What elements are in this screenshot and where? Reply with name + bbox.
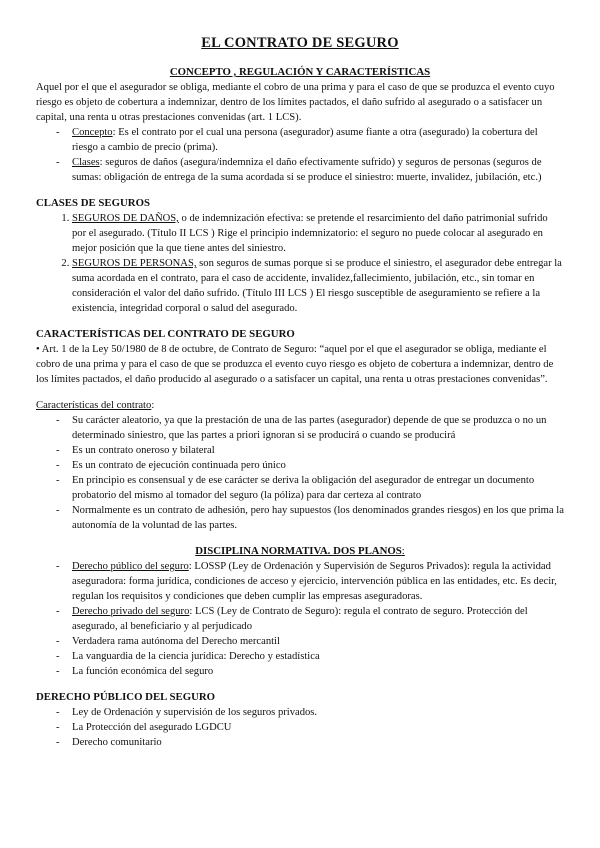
concepto-item-label: Concepto <box>72 127 113 138</box>
list-item: - Derecho comunitario <box>72 735 564 750</box>
document-title: EL CONTRATO DE SEGURO <box>201 35 399 51</box>
list-item: - Normalmente es un contrato de adhesión, pero hay supuestos (los denominados grandes riesgos) en los que prima la autonomía de la voluntad de las partes. <box>72 503 564 533</box>
concepto-item <box>72 125 564 155</box>
list-item: - Su carácter aleatorio, ya que la prestación de una de las partes (asegurador) depende de que se produzca o no un determinado siniestro, que las partes a priori ignoran si se producirá o cuando se producirá <box>72 413 564 443</box>
clases-item-label: SEGUROS DE PERSONAS, <box>72 258 197 269</box>
clases-item-label: SEGUROS DE DAÑOS, <box>72 213 179 224</box>
list-item: - Es un contrato de ejecución continuada pero único <box>72 458 564 473</box>
clases-item-label: Clases <box>72 157 100 168</box>
list-item: - Verdadera rama autónoma del Derecho mercantil <box>72 634 564 649</box>
clases-item-text: son seguros de sumas porque si se produce el siniestro, el asegurador debe entregar la suma acordada en el contrato, para el caso de accidente, invalidez,fallecimiento, jubilación, etc., sin tomar en consideración el valor del daño sufrido. (Título III LCS ) El riesgo susceptible de aseguramiento se refiere a la existencia, integridad corporal o salud del asegurado. <box>72 258 562 314</box>
derecho-publico-list <box>36 705 564 750</box>
caracteristicas-list <box>36 413 564 533</box>
list-item: - Es un contrato oneroso y bilateral <box>72 443 564 458</box>
clases-list-item-personas <box>72 256 564 316</box>
concepto-item-text: : Es el contrato por el cual una persona (asegurador) asume fiante a otra (asegurado) la cobertura del riesgo a cambio de precio (prima). <box>72 127 538 153</box>
clases-item-text: o de indemnización efectiva: se pretende el resarcimiento del daño patrimonial sufrido por el asegurado. (Título II LCS ) Rige el principio indemnizatorio: el seguro no puede colocar al asegurado en mejor posición que la que tiene antes del siniestro. <box>72 213 548 254</box>
clases-list <box>36 211 564 316</box>
list-item: - Derecho público del seguro: LOSSP (Ley de Ordenación y Supervisión de Seguros Privados): regula la actividad aseguradora: forma jurídica, condiciones de acceso y ejercicio, intervención pública en las entidades, etc. Es decir, regulan los requisitos y condiciones que deben cumplir las empresas aseguradoras. <box>72 559 564 604</box>
section-heading-disciplina: DISCIPLINA NORMATIVA. DOS PLANOS: <box>195 545 405 557</box>
caracteristicas-article: • Art. 1 de la Ley 50/1980 de 8 de octubre, de Contrato de Seguro: “aquel por el que el asegurador se obliga, mediante el cobro de una prima y para el caso de que se produzca el evento cuyo riesgo es objeto de cobertura a indemnizar, dentro de los límites pactados, el daño producido al asegurado o a satisfacer un capital, una renta u otras prestaciones convenidas”. <box>36 344 554 385</box>
clases-list-item-danos <box>72 211 564 256</box>
concepto-list <box>36 125 564 185</box>
section-heading-clases: CLASES DE SEGUROS <box>36 197 151 209</box>
list-item: - Derecho privado del seguro: LCS (Ley de Contrato de Seguro): regula el contrato de seguro. Protección del asegurado, al beneficiario y al perjudicado <box>72 604 564 634</box>
section-heading-derecho-publico: DERECHO PÚBLICO DEL SEGURO <box>36 691 216 703</box>
list-item: - La función económica del seguro <box>72 664 564 679</box>
disciplina-list <box>36 559 564 679</box>
clases-item <box>72 155 564 185</box>
document-page <box>36 36 564 750</box>
list-item: - La vanguardia de la ciencia jurídica: Derecho y estadística <box>72 649 564 664</box>
concepto-intro: Aquel por el que el asegurador se obliga, mediante el cobro de una prima y para el caso de que se produzca el evento cuyo riesgo es objeto de cobertura a indemnizar, dentro de los límites pactados, el daño sufrido al asegurado o a satisfacer un capital, una renta u otras prestaciones convenidas (art. 1 LCS). <box>36 82 555 123</box>
list-item: - En principio es consensual y de ese carácter se deriva la obligación del asegurador de entregar un documento probatorio del mismo al tomador del seguro (la póliza) para dar certeza al contrato <box>72 473 564 503</box>
section-heading-concepto: CONCEPTO , REGULACIÓN Y CARACTERÍSTICAS <box>169 66 431 78</box>
section-heading-caracteristicas: CARACTERÍSTICAS DEL CONTRATO DE SEGURO <box>36 328 295 340</box>
list-item: - Ley de Ordenación y supervisión de los seguros privados. <box>72 705 564 720</box>
clases-item-text: : seguros de daños (asegura/indemniza el daño efectivamente sufrido) y seguros de personas (seguros de sumas: obligación de entrega de la suma acordada si se produce el siniestro: muerte, invalidez, jubilación, etc.) <box>72 157 542 183</box>
caracteristicas-sublabel: Características del contrato: <box>36 400 155 411</box>
list-item: - La Protección del asegurado LGDCU <box>72 720 564 735</box>
